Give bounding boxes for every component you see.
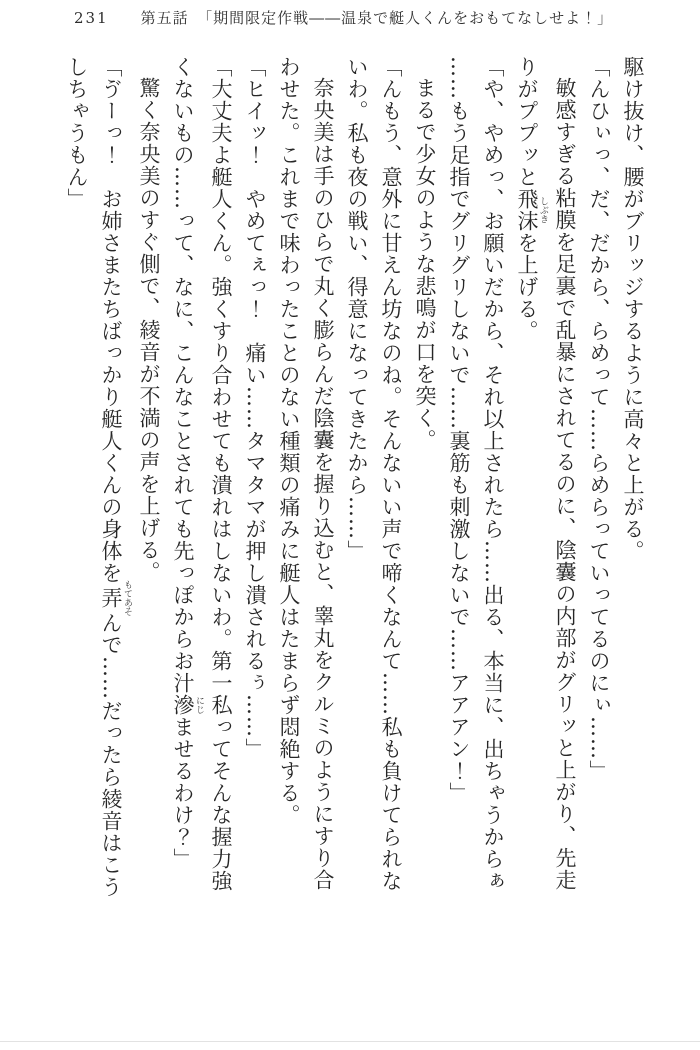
text-column: まるで少女のような悲鳴が口を突く。 [413, 77, 437, 451]
furigana-ruby: 弄 もてあそ [99, 580, 132, 616]
text-column: 敏感すぎる粘膜を足裏で乱暴にされてるのに、陰囊の内部がグリッと上がり、先走 [553, 77, 577, 891]
text-column: 駆け抜け、腰がブリッジするように高々と上がる。 [621, 56, 645, 562]
text-column: りがププッと飛沫 しぶきを上げる。 [515, 56, 548, 342]
text-column: 「ゔーっ！ お姉さまたちばっかり艇人くんの身体を弄 もてあそんで……だったら綾音はこう [99, 56, 132, 898]
text-column: いわ。私も夜の戦い、得意になってきたから……」 [345, 56, 369, 562]
text-column: 「大丈夫よ艇人くん。強くすり合わせても潰れはしないわ。第一私ってそんな握力強 [209, 56, 233, 892]
page-body [60, 56, 650, 1021]
text-column: 「んひぃっ、だ、だから、らめって……らめらっていってるのにぃ……」 [587, 56, 611, 782]
page-bottom-edge [0, 1041, 700, 1042]
text-column: ……もう足指でグリグリしないで……裏筋も刺激しないで……アアアン！」 [447, 56, 471, 804]
text-column: 驚く奈央美のすぐ側で、綾音が不満の声を上げる。 [137, 77, 161, 583]
text-column: 「んもう、意外に甘えん坊なのね。そんないい声で啼くなんて……私も負けてられな [379, 56, 403, 892]
chapter-title: 第五話 「期間限定作戦――温泉で艇人くんをおもてなしせよ！」 [140, 9, 614, 27]
running-head [74, 7, 613, 28]
text-column: わせた。これまで味わったことのない種類の痛みに艇人はたまらず悶絶する。 [277, 56, 301, 826]
text-column: 「ヒイッ！ やめてぇっ！ 痛い……タマタマが押し潰されるぅ……」 [243, 56, 267, 760]
text-column: しちゃうもん」 [65, 56, 89, 210]
text-column: 「や、やめっ、お願いだから、それ以上されたら……出る、本当に、出ちゃうからぁ [481, 56, 505, 892]
page-number: 231 [74, 9, 109, 27]
text-column: くないもの……って、なに、こんなことされても先っぽからお汁滲 にじませるわけ？」 [171, 56, 204, 870]
text-column: 奈央美は手のひらで丸く膨らんだ陰囊を握り込むと、睾丸をクルミのようにすり合 [311, 77, 335, 891]
furigana-ruby: 滲 にじ [171, 694, 204, 716]
furigana-ruby: 飛沫 しぶき [515, 188, 548, 232]
